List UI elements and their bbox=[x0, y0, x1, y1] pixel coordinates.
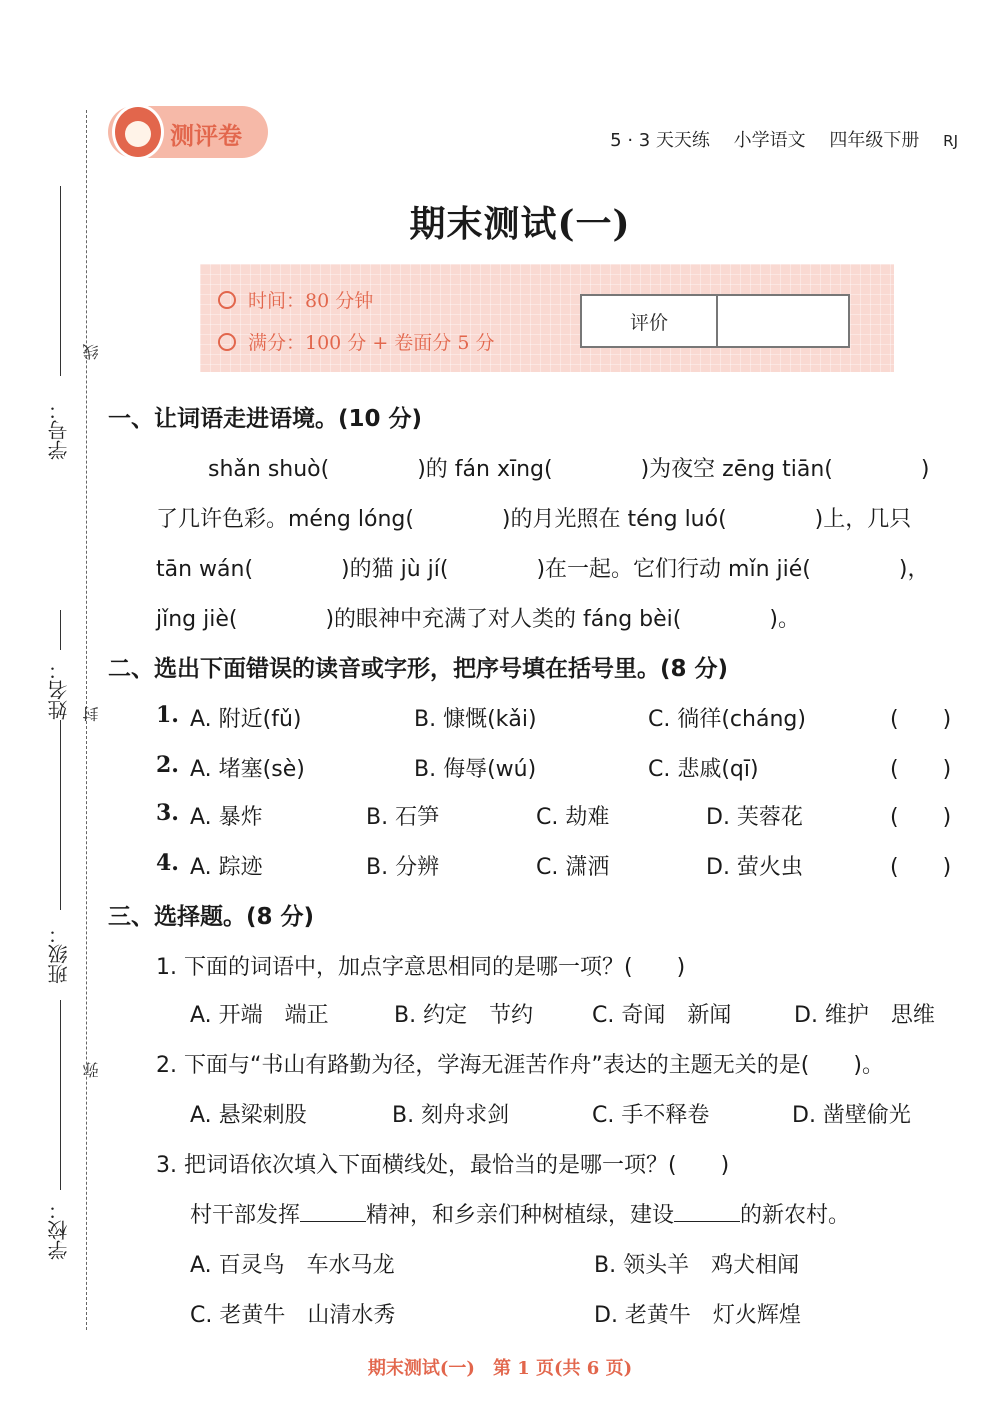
test-paper-badge bbox=[108, 106, 268, 158]
s2-item-1 bbox=[156, 702, 179, 728]
s2-item-3 bbox=[156, 800, 179, 826]
s2-item-1-c: C. 徜徉(cháng) bbox=[648, 707, 806, 732]
grade-name: 四年级下册 bbox=[829, 130, 920, 151]
clock-icon bbox=[218, 291, 236, 309]
section2-title: 二、选出下面错误的读音或字形，把序号填在括号里。(8 分) bbox=[108, 656, 729, 682]
s3-q3-sentence-part-b: 精神，和乡亲们种树植绿，建设 bbox=[366, 1203, 675, 1228]
school-label: 学校： bbox=[47, 1200, 71, 1260]
class-label: 班级： bbox=[47, 924, 71, 984]
section1-line2: 了几许色彩。méng lóng( )的月光照在 téng luó( )上，几只 bbox=[156, 507, 912, 532]
section1-line3: tān wán( )的猫 jù jí( )在一起。它们行动 mǐn jié( )， bbox=[156, 557, 930, 582]
s3-q1-option-c: C. 奇闻 新闻 bbox=[592, 1003, 732, 1028]
name-label: 姓名： bbox=[47, 660, 71, 720]
s2-item-4-c: C. 潇洒 bbox=[536, 855, 610, 880]
s3-q3-option-b: B. 领头羊 鸡犬相闻 bbox=[594, 1253, 800, 1278]
subject-name: 小学语文 bbox=[733, 130, 806, 151]
score-info bbox=[218, 328, 494, 355]
s2-item-2-b: B. 侮辱(wú) bbox=[414, 757, 537, 782]
s3-q2-option-a: A. 悬梁刺股 bbox=[190, 1103, 307, 1128]
s2-item-4 bbox=[156, 850, 179, 876]
s2-item-1-b: B. 慷慨(kǎi) bbox=[414, 707, 537, 732]
name-line bbox=[60, 720, 61, 910]
s2-item-3-a: A. 暴炸 bbox=[190, 805, 263, 830]
s3-question-1: 1. 下面的词语中，加点字意思相同的是哪一项？( ) bbox=[156, 955, 686, 980]
evaluation-blank[interactable] bbox=[718, 296, 848, 346]
s2-item-2-c: C. 悲戚(qī) bbox=[648, 757, 759, 782]
s2-item-3-paren[interactable]: ( ) bbox=[890, 805, 952, 830]
s3-q3-sentence-part-c: 的新农村。 bbox=[740, 1203, 851, 1228]
s3-q1-option-a: A. 开端 端正 bbox=[190, 1003, 329, 1028]
name-line-top bbox=[60, 610, 61, 650]
s2-item-2 bbox=[156, 752, 179, 778]
seal-char-xian: 线 bbox=[82, 344, 101, 360]
check-circle-icon bbox=[218, 333, 236, 351]
time-text: 时间：80 分钟 bbox=[248, 290, 374, 312]
s2-item-2-a: A. 堵塞(sè) bbox=[190, 757, 305, 782]
section1-line1: shǎn shuò( )的 fán xīng( )为夜空 zēng tiān( ) bbox=[208, 457, 930, 482]
seal-char-feng: 封 bbox=[82, 706, 101, 722]
s2-item-4-paren[interactable]: ( ) bbox=[890, 855, 952, 880]
s2-item-2-paren[interactable]: ( ) bbox=[890, 757, 952, 782]
s2-item-3-b: B. 石笋 bbox=[366, 805, 440, 830]
s2-item-1-paren[interactable]: ( ) bbox=[890, 707, 952, 732]
evaluation-box bbox=[580, 294, 850, 348]
s3-q3-sentence bbox=[190, 1198, 850, 1229]
s2-item-4-b: B. 分辨 bbox=[366, 855, 440, 880]
s2-item-num: 4. bbox=[156, 850, 179, 876]
fill-blank-2[interactable] bbox=[674, 1201, 740, 1222]
s3-q3-option-c: C. 老黄牛 山清水秀 bbox=[190, 1303, 396, 1328]
series-name: 5 · 3 天天练 bbox=[610, 130, 710, 151]
section1-line4: jǐng jiè( )的眼神中充满了对人类的 fáng bèi( )。 bbox=[156, 607, 800, 632]
s3-q3-option-a: A. 百灵鸟 车水马龙 bbox=[190, 1253, 395, 1278]
s3-q3-sentence-part-a: 村干部发挥 bbox=[190, 1203, 301, 1228]
s3-q3-option-d: D. 老黄牛 灯火辉煌 bbox=[594, 1303, 801, 1328]
time-info bbox=[218, 286, 373, 313]
badge-label: 测评卷 bbox=[170, 122, 242, 150]
s3-q1-option-d: D. 维护 思维 bbox=[794, 1003, 935, 1028]
series-header bbox=[592, 126, 958, 152]
s3-question-2: 2. 下面与“书山有路勤为径，学海无涯苦作舟”表达的主题无关的是( )。 bbox=[156, 1053, 884, 1078]
page-title: 期末测试(一) bbox=[409, 203, 631, 245]
s2-item-num: 2. bbox=[156, 752, 179, 778]
section3-title: 三、选择题。(8 分) bbox=[108, 904, 315, 930]
class-line bbox=[60, 1000, 61, 1190]
cartoon-boy-icon bbox=[112, 104, 164, 160]
seal-char-mi: 弥 bbox=[82, 1062, 101, 1078]
page-footer: 期末测试(一) 第 1 页(共 6 页) bbox=[367, 1358, 633, 1379]
score-text: 满分：100 分 + 卷面分 5 分 bbox=[248, 332, 495, 354]
s2-item-num: 1. bbox=[156, 702, 179, 728]
s3-q2-option-c: C. 手不释卷 bbox=[592, 1103, 710, 1128]
s3-q2-option-b: B. 刻舟求剑 bbox=[392, 1103, 510, 1128]
s2-item-3-d: D. 芙蓉花 bbox=[706, 805, 803, 830]
fill-blank-1[interactable] bbox=[300, 1201, 366, 1222]
s2-item-num: 3. bbox=[156, 800, 179, 826]
edition-code: RJ bbox=[943, 132, 958, 150]
student-id-label: 学号： bbox=[47, 400, 71, 460]
s2-item-1-a: A. 附近(fǔ) bbox=[190, 707, 302, 732]
evaluation-label: 评价 bbox=[582, 296, 718, 346]
s3-q2-option-d: D. 凿壁偷光 bbox=[792, 1103, 911, 1128]
s3-q1-option-b: B. 约定 节约 bbox=[394, 1003, 534, 1028]
exam-info-box bbox=[200, 264, 894, 372]
section1-title: 一、让词语走进语境。(10 分) bbox=[108, 406, 423, 432]
s2-item-3-c: C. 劫难 bbox=[536, 805, 610, 830]
s3-question-3: 3. 把词语依次填入下面横线处，最恰当的是哪一项？( ) bbox=[156, 1153, 730, 1178]
s2-item-4-a: A. 踪迹 bbox=[190, 855, 263, 880]
s2-item-4-d: D. 萤火虫 bbox=[706, 855, 803, 880]
